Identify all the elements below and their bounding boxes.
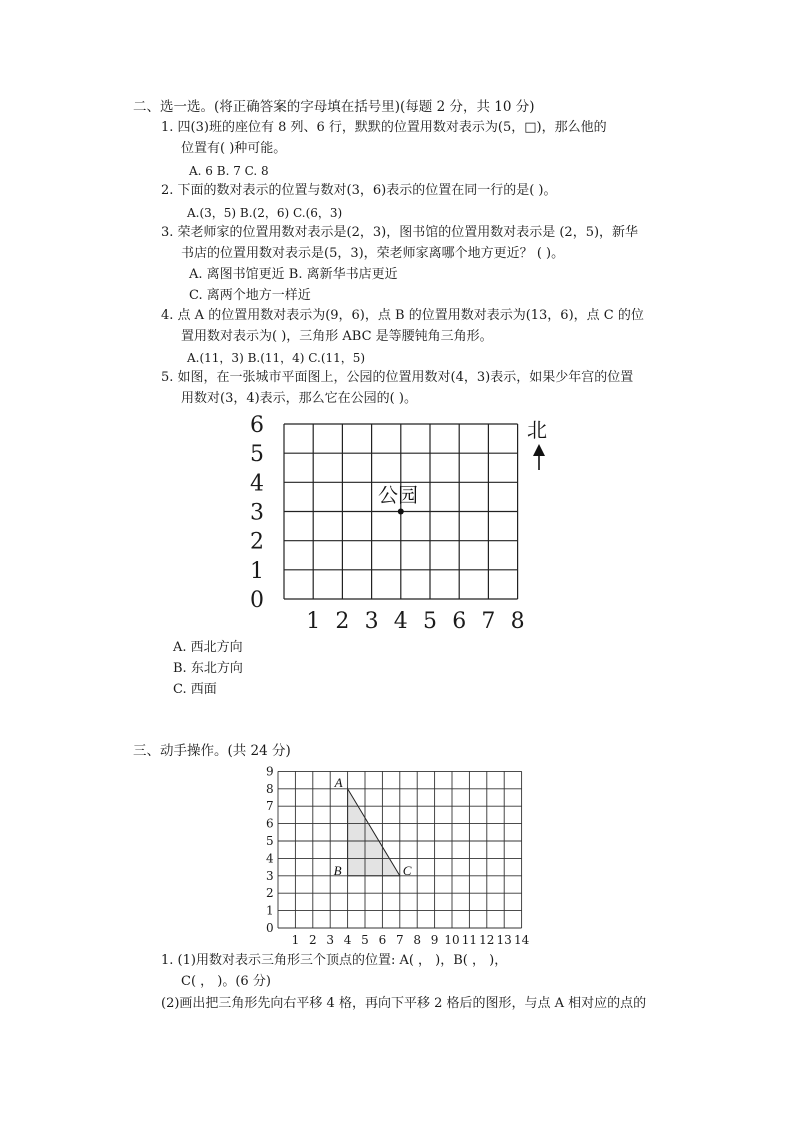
grid1-x-tick: 3 bbox=[364, 609, 379, 634]
q3-line2: 书店的位置用数对表示是(5，3)，荣老师家离哪个地方更近？ ( )。 bbox=[181, 246, 565, 261]
q1-line2: 位置有( )种可能。 bbox=[181, 141, 287, 156]
grid2-y-tick: 2 bbox=[266, 886, 274, 901]
s3-q1-part1-line1: 1. (1)用数对表示三角形三个顶点的位置: A( ， )，B( ， )， bbox=[161, 953, 508, 968]
grid2-x-tick: 2 bbox=[308, 933, 317, 947]
grid2-x-tick: 14 bbox=[513, 933, 530, 947]
section3-heading: 三、动手操作。(共 24 分) bbox=[133, 743, 291, 759]
vertex-b-label: B bbox=[333, 862, 342, 878]
grid1-y-tick: 0 bbox=[250, 588, 264, 613]
grid2-y-tick: 7 bbox=[266, 799, 274, 814]
grid2-x-tick: 13 bbox=[496, 933, 512, 947]
q5-option-a: A. 西北方向 bbox=[173, 640, 243, 655]
grid2-x-tick: 8 bbox=[413, 933, 422, 947]
q3-option-c: C. 离两个地方一样近 bbox=[189, 288, 311, 303]
q2-options: A.(3，5) B.(2，6) C.(6，3) bbox=[187, 206, 343, 220]
triangle-abc bbox=[348, 789, 400, 876]
q4-options: A.(11，3) B.(11，4) C.(11，5) bbox=[187, 351, 366, 365]
grid2-y-tick: 6 bbox=[266, 816, 274, 831]
grid2-y-tick: 3 bbox=[266, 868, 274, 883]
grid2-y-tick: 0 bbox=[266, 921, 274, 935]
grid1-y-tick: 4 bbox=[250, 471, 264, 497]
q4-line1: 4. 点 A 的位置用数对表示为(9，6)，点 B 的位置用数对表示为(13，6)，点 C 的位 bbox=[161, 308, 644, 323]
q5-line1: 5. 如图，在一张城市平面图上，公园的位置用数对(4，3)表示，如果少年宫的位置 bbox=[161, 370, 634, 385]
grid2-y-tick: 8 bbox=[266, 781, 274, 796]
grid1-x-tick: 1 bbox=[306, 609, 321, 634]
grid2-y-tick: 4 bbox=[266, 851, 274, 866]
grid2-y-tick: 5 bbox=[266, 834, 274, 848]
section2-heading: 二、选一选。(将正确答案的字母填在括号里)(每题 2 分，共 10 分) bbox=[133, 99, 535, 115]
grid2-x-tick: 7 bbox=[395, 933, 404, 947]
q2-line1: 2. 下面的数对表示的位置与数对(3，6)表示的位置在同一行的是( )。 bbox=[161, 183, 557, 198]
grid2-x-tick: 6 bbox=[378, 933, 387, 947]
grid1-y-tick: 3 bbox=[250, 500, 264, 526]
north-label: 北 bbox=[527, 418, 547, 442]
grid2-x-tick: 3 bbox=[326, 933, 335, 947]
grid1-x-tick: 5 bbox=[423, 609, 437, 634]
grid2-x-tick: 10 bbox=[444, 933, 460, 947]
grid2-x-tick: 12 bbox=[479, 933, 495, 947]
grid2-x-tick: 5 bbox=[361, 933, 369, 947]
q3-line1: 3. 荣老师家的位置用数对表示是(2，3)，图书馆的位置用数对表示是 (2，5)，新华 bbox=[161, 225, 639, 240]
grid2-y-tick: 1 bbox=[266, 903, 274, 918]
grid1-y-tick: 6 bbox=[250, 413, 264, 438]
grid2-x-tick: 4 bbox=[343, 933, 352, 947]
q1-line1: 1. 四(3)班的座位有 8 列、6 行，默默的位置用数对表示为(5，□)，那么他的 bbox=[161, 120, 607, 135]
vertex-c-label: C bbox=[402, 862, 412, 878]
s3-q1-part1-line2: C( ， )。(6 分) bbox=[181, 974, 271, 989]
q5-line2: 用数对(3，4)表示，那么它在公园的( )。 bbox=[181, 391, 417, 406]
q3-options-ab: A. 离图书馆更近 B. 离新华书店更近 bbox=[189, 267, 398, 282]
grid1-x-tick: 4 bbox=[393, 609, 408, 634]
q5-option-b: B. 东北方向 bbox=[173, 661, 243, 676]
grid1-y-tick: 2 bbox=[250, 529, 264, 555]
grid2-x-tick: 1 bbox=[291, 933, 300, 947]
grid1-y-tick: 5 bbox=[250, 442, 264, 468]
grid1-x-tick: 8 bbox=[510, 609, 525, 634]
grid2-x-tick: 9 bbox=[430, 933, 439, 947]
grid1-y-tick: 1 bbox=[250, 558, 264, 584]
grid2-x-tick: 11 bbox=[461, 933, 478, 947]
grid1-x-tick: 6 bbox=[452, 609, 467, 634]
grid2-y-tick: 9 bbox=[266, 764, 274, 779]
q4-line2: 置用数对表示为( )，三角形 ABC 是等腰钝角三角形。 bbox=[181, 329, 493, 344]
s3-q1-part2: (2)画出把三角形先向右平移 4 格，再向下平移 2 格后的图形，与点 A 相对应的点的 bbox=[161, 996, 647, 1011]
q1-options: A. 6 B. 7 C. 8 bbox=[189, 164, 269, 178]
q5-option-c: C. 西面 bbox=[173, 682, 217, 697]
park-label: 公园 bbox=[378, 483, 418, 507]
grid1-x-tick: 2 bbox=[335, 609, 350, 634]
vertex-a-label: A bbox=[334, 774, 343, 790]
grid1-x-tick: 7 bbox=[481, 609, 496, 634]
